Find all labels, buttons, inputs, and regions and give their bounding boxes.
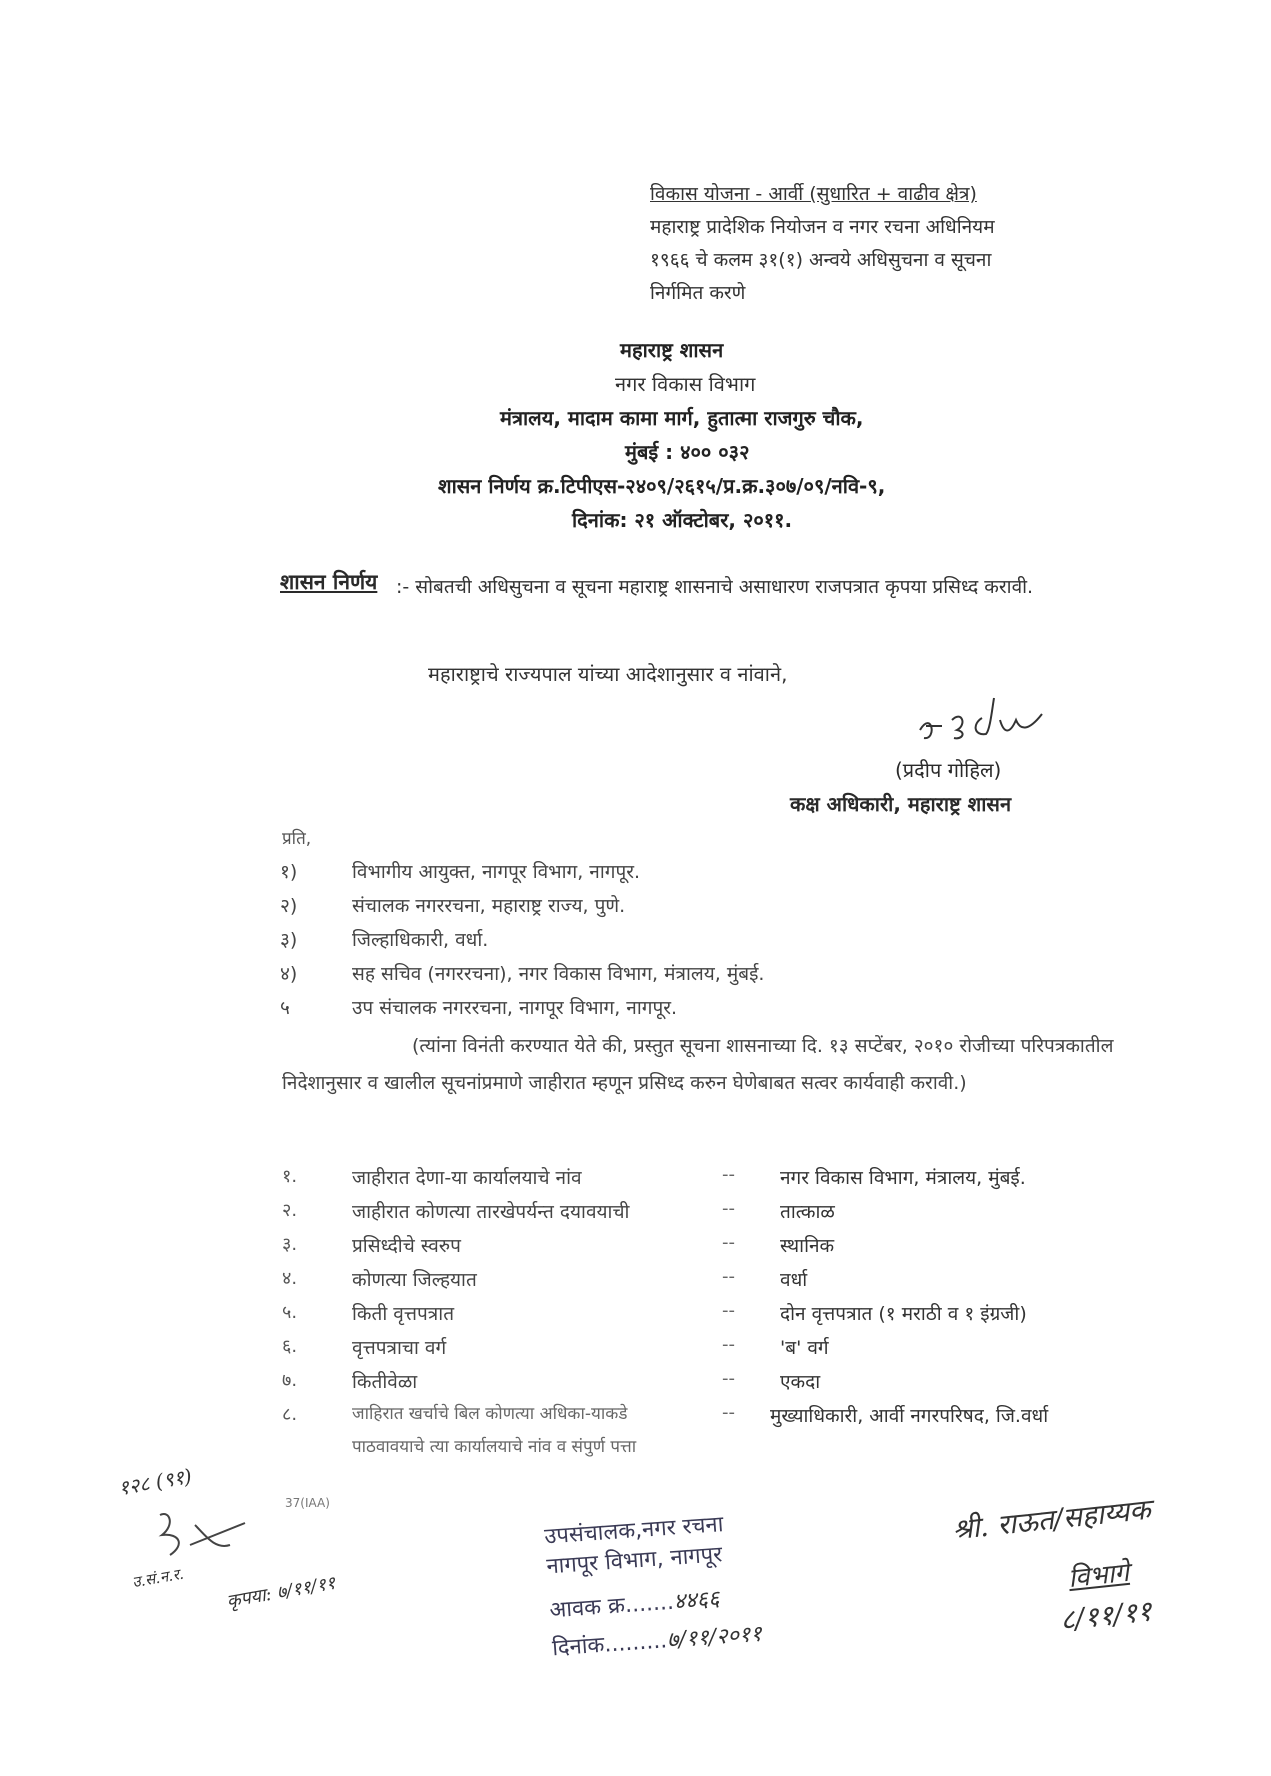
recipient-text: विभागीय आयुक्त, नागपूर विभाग, नागपूर. (352, 861, 641, 883)
signatory-name: (प्रदीप गोहिल) (895, 758, 1002, 782)
subject-line-1: महाराष्ट्र प्रादेशिक नियोजन व नगर रचना अधिनियम (650, 216, 995, 238)
recipient-number: ३) (280, 929, 298, 951)
ad-row-dash: -- (722, 1368, 735, 1389)
ad-row-number: ४. (282, 1268, 298, 1289)
recipient-text: संचालक नगररचना, महाराष्ट्र राज्य, पुणे. (352, 895, 626, 917)
ad-row-value: स्थानिक (780, 1235, 835, 1257)
ad-row-number: ६. (282, 1336, 298, 1357)
government-city: मुंबई : ४०० ०३२ (625, 440, 750, 464)
order-line: महाराष्ट्राचे राज्यपाल यांच्या आदेशानुसार व नांवाने, (428, 662, 788, 686)
ad-row-value: वर्धा (780, 1269, 808, 1291)
ad-row-key: प्रसिध्दीचे स्वरुप (352, 1235, 461, 1257)
recipient-number: २) (280, 895, 298, 917)
ad-row-value: मुख्याधिकारी, आर्वी नगरपरिषद, जि.वर्धा (770, 1405, 1049, 1427)
handwritten-sign-right: विभागे (1066, 1557, 1131, 1595)
ad-row-number: ३. (282, 1234, 298, 1255)
handwritten-note-left: कृपया: ७/११/११ (225, 1572, 337, 1613)
recipients-header: प्रति, (282, 829, 312, 849)
handwritten-date-right: ८/११/११ (1058, 1594, 1154, 1637)
handwritten-note-right: श्री. राऊत/सहाय्यक (950, 1492, 1153, 1547)
stamp-date-row: दिनांक.........७/११/२०११ (551, 1621, 763, 1662)
officer-signature (912, 690, 1072, 750)
ad-row-value: दोन वृत्तपत्रात (१ मराठी व १ इंग्रजी) (780, 1303, 1027, 1325)
recipient-text: सह सचिव (नगररचना), नगर विकास विभाग, मंत्रालय, मुंबई. (352, 963, 765, 985)
stamp-date-value: ७/११/२०११ (666, 1621, 763, 1654)
inward-stamp (543, 1502, 852, 1665)
ad-row-number: ८. (282, 1404, 298, 1425)
department-name: नगर विकास विभाग (615, 372, 756, 396)
government-address: मंत्रालय, मादाम कामा मार्ग, हुतात्मा राजगुरु चौक, (500, 406, 864, 430)
ad-row-key: कोणत्या जिल्हयात (352, 1269, 477, 1291)
footer-code: 37(IAA) (285, 1496, 330, 1510)
ad-row-number: १. (282, 1166, 298, 1187)
note-paragraph: (त्यांना विनंती करण्यात येते की, प्रस्तुत सूचना शासनाच्या दि. १३ सप्टेंबर, २०१० रोजीच्या परिपत्रकातील निदेशानुसार व खालील सूचनांप्रमाणे जाहीरात म्हणून प्रसिध्द करुन घेणेबाबत सत्वर कार्यवाही करावी.) (282, 1035, 1114, 1094)
ad-row-number: ५. (282, 1302, 298, 1323)
decision-number: शासन निर्णय क्र.टिपीएस-२४०९/२६१५/प्र.क्र.३०७/०९/नवि-९, (438, 474, 886, 498)
subject-line-2: १९६६ चे कलम ३१(१) अन्वये अधिसुचना व सूचना (650, 249, 992, 271)
ad-row-value: तात्काळ (780, 1201, 835, 1223)
decision-date: दिनांक: २१ ऑक्टोबर, २०११. (572, 508, 793, 532)
decision-label: शासन निर्णय (280, 570, 378, 594)
subject-block (650, 178, 1130, 310)
recipient-number: ४) (280, 963, 298, 985)
stamp-inward-value: ४४६६ (672, 1586, 721, 1615)
recipient-text: उप संचालक नगररचना, नागपूर विभाग, नागपूर. (352, 997, 678, 1019)
decision-text: :- सोबतची अधिसुचना व सूचना महाराष्ट्र शासनाचे असाधारण राजपत्रात कृपया प्रसिध्द करावी. (396, 576, 1034, 598)
ad-row-number: ७. (282, 1370, 298, 1391)
ad-row-dash: -- (722, 1164, 735, 1185)
recipient-number: ५ (280, 997, 290, 1019)
subject-line-3: निर्गमित करणे (650, 282, 746, 304)
ad-row-key: किती वृत्तपत्रात (352, 1303, 455, 1325)
recipient-text: जिल्हाधिकारी, वर्धा. (352, 929, 489, 951)
ad-row-key: वृत्तपत्राचा वर्ग (352, 1337, 447, 1359)
stamp-line-2: नागपूर विभाग, नागपूर (545, 1542, 724, 1580)
ad-row-dash: -- (722, 1402, 735, 1423)
ad-row-key: जाहीरात कोणत्या तारखेपर्यन्त दयावयाची (352, 1201, 630, 1223)
stamp-line-1: उपसंचालक,नगर रचना (543, 1512, 725, 1550)
handwritten-note-left-top: १२८ (९१) (116, 1463, 194, 1501)
ad-row-dash: -- (722, 1334, 735, 1355)
ad-row-dash: -- (722, 1198, 735, 1219)
stamp-inward-label: आवक क्र. (548, 1592, 633, 1624)
ad-row-value: एकदा (780, 1371, 821, 1393)
ad-row-value: 'ब' वर्ग (780, 1337, 829, 1359)
ad-row-key: जाहिरात खर्चाचे बिल कोणत्या अधिका-याकडे पाठवावयाचे त्या कार्यालयाचे नांव व संपुर्ण पत्ता (352, 1404, 637, 1457)
stamp-inward-row: आवक क्र.......४४६६ (548, 1586, 721, 1624)
ad-row-dash: -- (722, 1232, 735, 1253)
ad-row-dash: -- (722, 1266, 735, 1287)
initials-scribble-icon (150, 1505, 260, 1565)
handwritten-initials: उ.सं.न.र. (130, 1564, 186, 1592)
ad-row-key: जाहीरात देणा-या कार्यालयाचे नांव (352, 1167, 582, 1189)
stamp-date-label: दिनांक (551, 1632, 606, 1662)
signatory-title: कक्ष अधिकारी, महाराष्ट्र शासन (790, 792, 1012, 816)
ad-row-value: नगर विकास विभाग, मंत्रालय, मुंबई. (780, 1167, 1026, 1189)
subject-title: विकास योजना - आर्वी (सुधारित + वाढीव क्षेत्र) (650, 183, 977, 205)
government-name: महाराष्ट्र शासन (620, 338, 724, 362)
ad-row-dash: -- (722, 1300, 735, 1321)
recipient-number: १) (280, 861, 298, 883)
ad-row-key: कितीवेळा (352, 1371, 418, 1393)
ad-row-number: २. (282, 1200, 298, 1221)
